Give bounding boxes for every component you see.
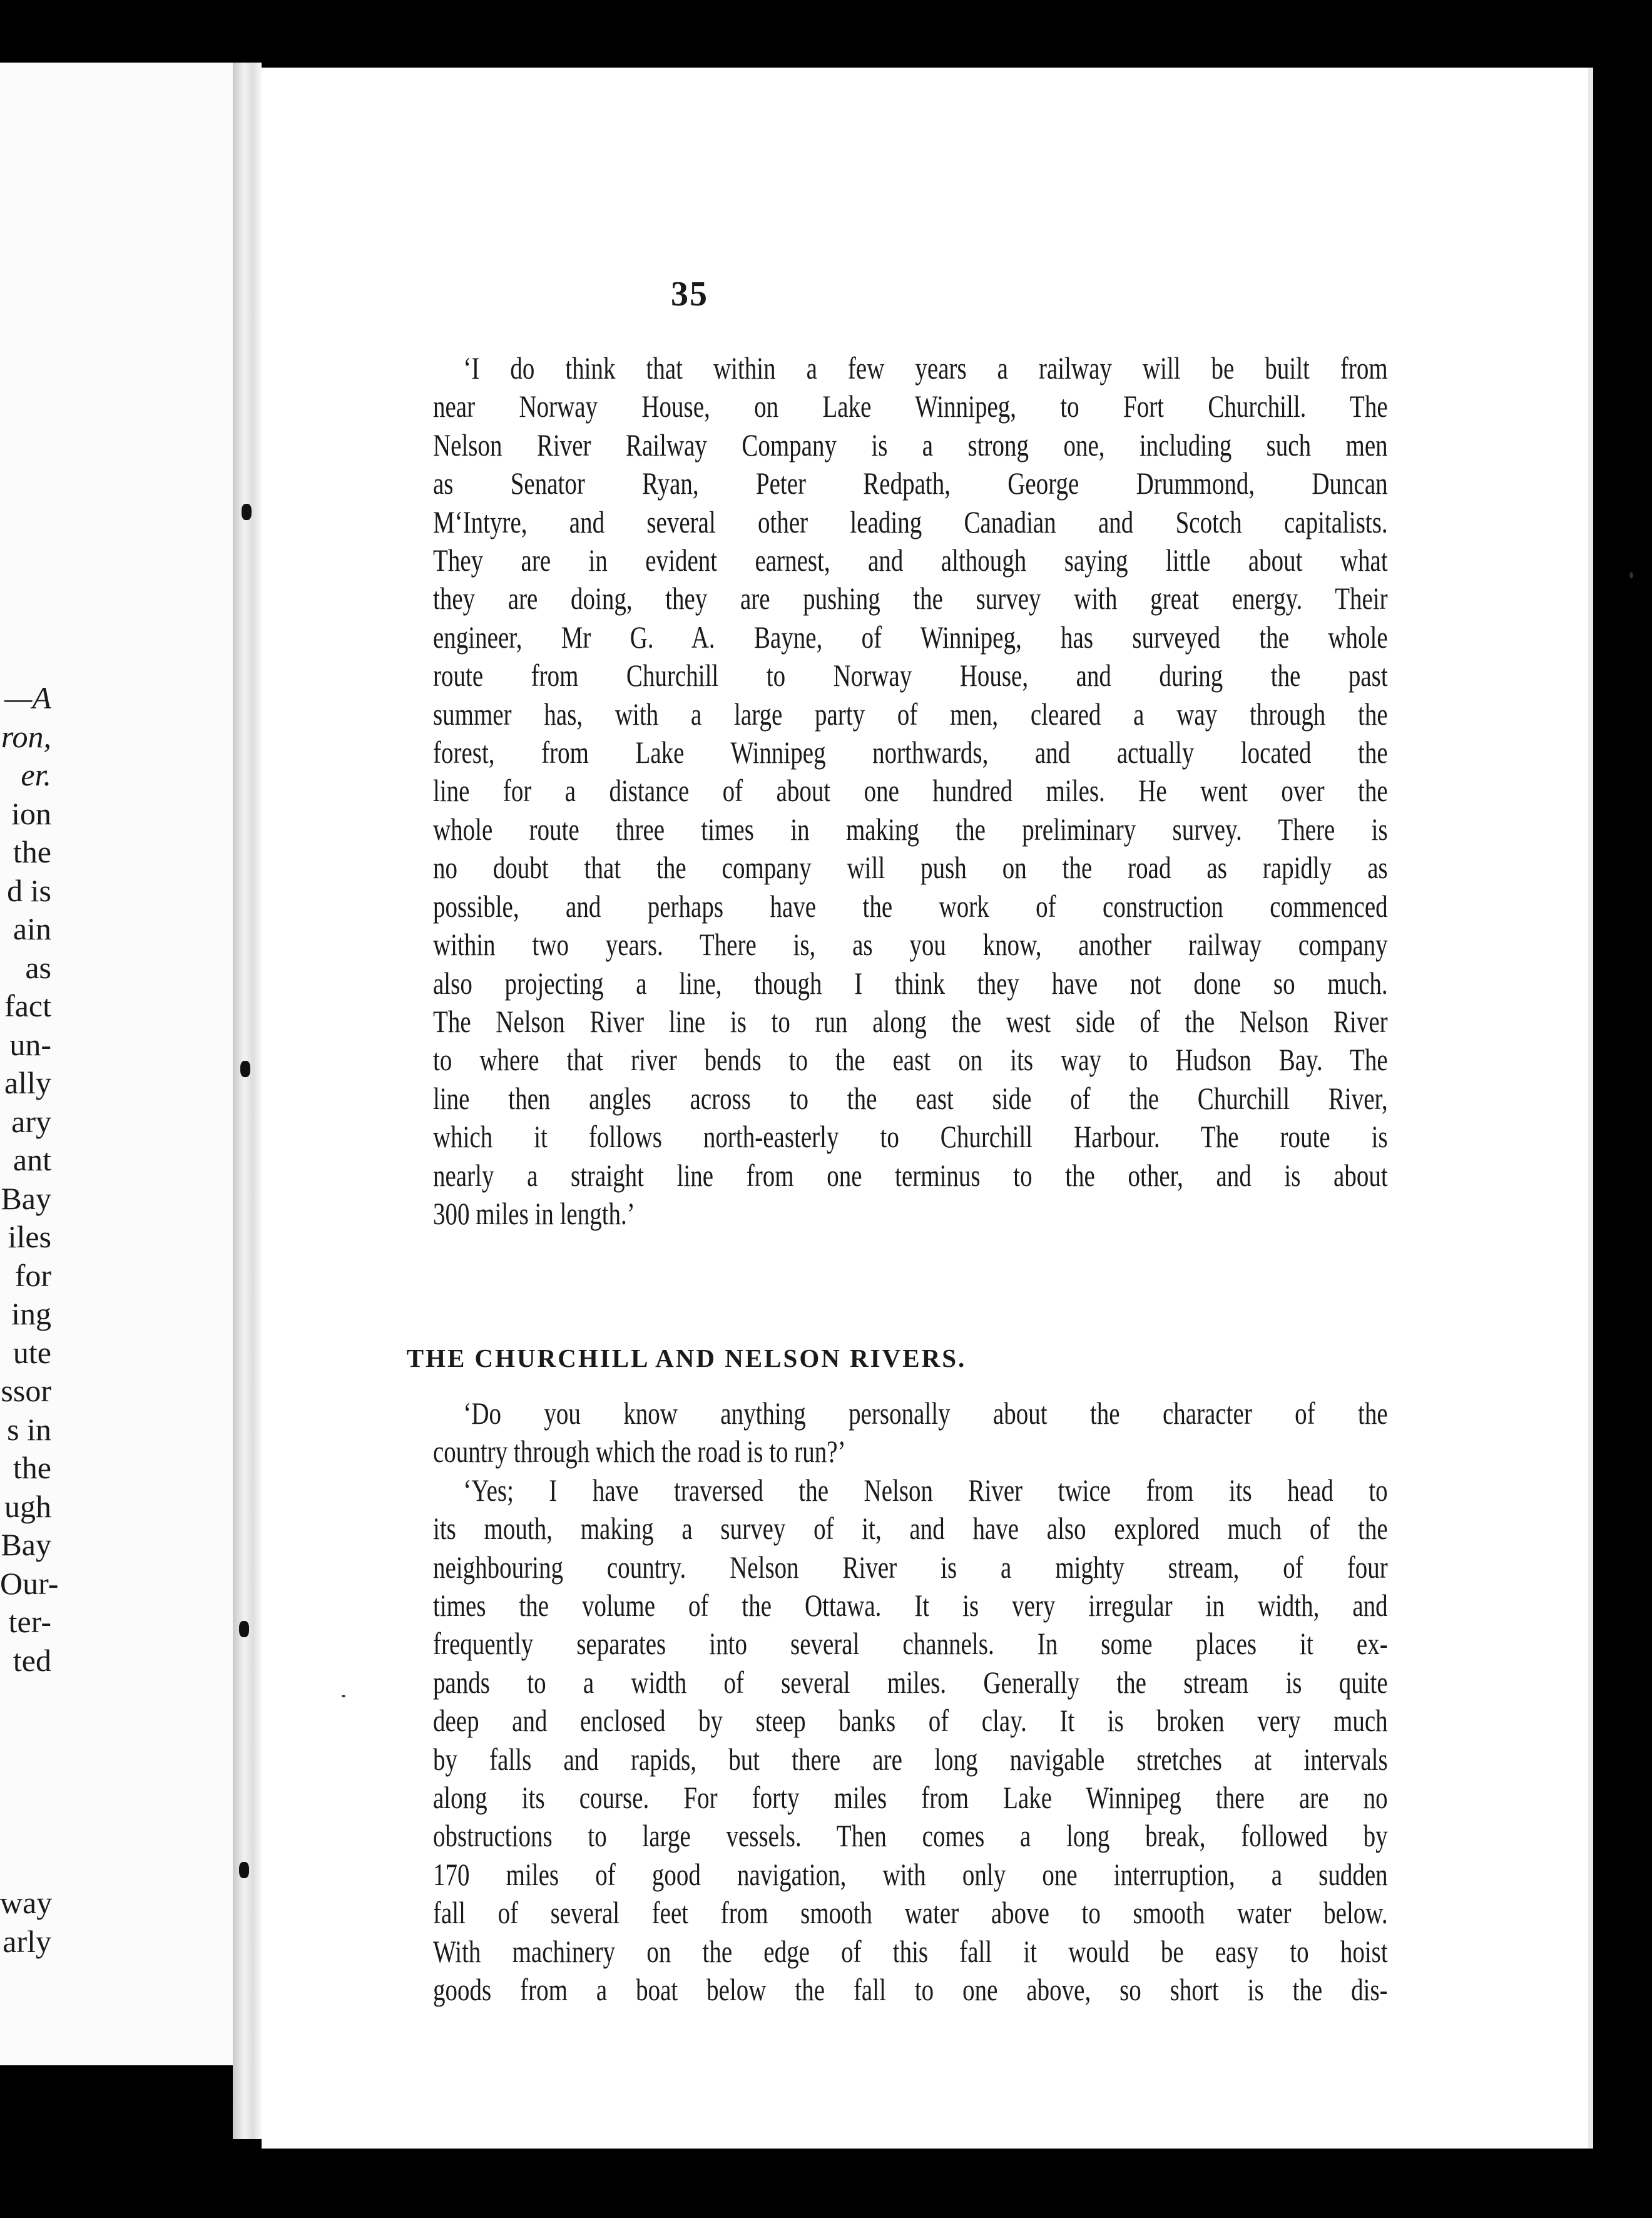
stitch-mark <box>240 1061 250 1077</box>
left-fragment: for <box>14 1257 51 1293</box>
text-line: goods from a boat below the fall to one above, so short is the dis- <box>433 1972 1388 2008</box>
left-fragment: Bay <box>1 1527 51 1562</box>
left-fragment: d is <box>7 872 51 908</box>
text-line: Nelson River Railway Company is a strong one, including such men <box>433 427 1388 463</box>
text-line: With machinery on the edge of this fall it would be easy to hoist <box>433 1933 1388 1969</box>
paragraph <box>433 1471 1388 2010</box>
left-fragment: ter- <box>8 1604 51 1639</box>
text-line: route from Churchill to Norway House, and during the past <box>433 658 1388 693</box>
text-line: fall of several feet from smooth water above to smooth water below. <box>433 1895 1388 1931</box>
left-fragment: ron, <box>1 718 51 754</box>
stitch-mark <box>239 1862 249 1878</box>
left-facing-page <box>0 63 233 2065</box>
text-line: possible, and perhaps have the work of construction commenced <box>433 888 1388 924</box>
text-line: forest, from Lake Winnipeg northwards, and actually located the <box>433 735 1388 770</box>
left-page-fragments <box>0 679 59 1680</box>
left-fragment: ally <box>4 1065 51 1100</box>
left-fragment: ute <box>13 1334 51 1370</box>
left-fragment: s in <box>7 1411 51 1447</box>
text-line: whole route three times in making the preliminary survey. There is <box>433 811 1388 847</box>
text-line: deep and enclosed by steep banks of clay. It is broken very much <box>433 1703 1388 1739</box>
text-line: they are doing, they are pushing the survey with great energy. Their <box>433 581 1388 616</box>
text-line: along its course. For forty miles from Lake Winnipeg there are no <box>433 1780 1388 1816</box>
text-line: 300 miles in length.’ <box>433 1195 635 1231</box>
left-fragment: un- <box>9 1026 51 1062</box>
text-line: summer has, with a large party of men, cleared a way through the <box>433 696 1388 732</box>
book-page <box>262 68 1593 2149</box>
text-line: pands to a width of several miles. Generally the stream is quite <box>433 1664 1388 1700</box>
left-fragment: way <box>0 1885 53 1920</box>
left-fragment: ing <box>11 1296 51 1331</box>
text-line: to where that river bends to the east on its way to Hudson Bay. The <box>433 1042 1388 1078</box>
stitch-mark <box>239 1621 249 1637</box>
text-line: ‘Do you know anything personally about the character of the <box>463 1396 1388 1431</box>
text-line: ‘Yes; I have traversed the Nelson River twice from its head to <box>463 1472 1388 1508</box>
text-line: by falls and rapids, but there are long navigable stretches at intervals <box>433 1741 1388 1777</box>
text-line: M‘Intyre, and several other leading Canadian and Scotch capitalists. <box>433 504 1388 539</box>
text-line: times the volume of the Ottawa. It is very irregular in width, and <box>433 1588 1388 1623</box>
section-heading: THE CHURCHILL AND NELSON RIVERS. <box>406 1344 967 1372</box>
left-fragment: ted <box>13 1642 51 1678</box>
text-line: its mouth, making a survey of it, and have also explored much of the <box>433 1511 1388 1546</box>
left-fragment: as <box>25 949 51 985</box>
text-line: country through which the road is to run?’ <box>433 1434 846 1469</box>
left-fragment: the <box>13 1450 51 1485</box>
text-line: no doubt that the company will push on the road as rapidly as <box>433 850 1388 886</box>
left-fragment: —A <box>4 680 51 715</box>
left-fragment: fact <box>4 988 51 1023</box>
text-line: nearly a straight line from one terminus to the other, and is about <box>433 1157 1388 1193</box>
left-fragment: ion <box>11 795 51 831</box>
paper-speck <box>1629 572 1633 578</box>
body-text-upper <box>433 349 1388 1233</box>
text-line: engineer, Mr G. A. Bayne, of Winnipeg, has surveyed the whole <box>433 619 1388 655</box>
paragraph <box>433 349 1388 1233</box>
text-line: near Norway House, on Lake Winnipeg, to Fort Churchill. The <box>433 389 1388 424</box>
text-line: which it follows north-easterly to Churchill Harbour. The route is <box>433 1119 1388 1155</box>
text-line: They are in evident earnest, and although saying little about what <box>433 543 1388 578</box>
stitch-mark <box>242 504 252 520</box>
text-line: ‘I do think that within a few years a railway will be built from <box>463 350 1388 386</box>
text-line: also projecting a line, though I think they have not done so much. <box>433 965 1388 1001</box>
left-fragment: ant <box>13 1142 51 1177</box>
left-fragment: arly <box>3 1923 51 1959</box>
book-gutter <box>233 63 262 2139</box>
text-line: as Senator Ryan, Peter Redpath, George Drummond, Duncan <box>433 466 1388 501</box>
body-text-lower <box>433 1394 1388 2010</box>
paragraph <box>433 1394 1388 1471</box>
left-page-fragments-bottom <box>0 1884 51 1961</box>
paper-speck <box>342 1695 345 1697</box>
text-line: frequently separates into several channels. In some places it ex- <box>433 1626 1388 1662</box>
text-line: line for a distance of about one hundred miles. He went over the <box>433 773 1388 809</box>
left-fragment: Bay <box>1 1180 51 1216</box>
left-fragment: the <box>13 834 51 869</box>
page-number: 35 <box>671 275 708 314</box>
text-line: neighbouring country. Nelson River is a mighty stream, of four <box>433 1549 1388 1585</box>
left-fragment: iles <box>8 1219 51 1254</box>
text-line: 170 miles of good navigation, with only one interruption, a sudden <box>433 1856 1388 1892</box>
left-fragment: er. <box>21 757 51 792</box>
left-fragment: ugh <box>4 1488 51 1524</box>
text-line: obstructions to large vessels. Then comes a long break, followed by <box>433 1818 1388 1854</box>
text-line: The Nelson River line is to run along the west side of the Nelson River <box>433 1003 1388 1039</box>
text-line: within two years. There is, as you know, another railway company <box>433 927 1388 963</box>
left-fragment: ary <box>11 1103 51 1139</box>
text-line: line then angles across to the east side of the Churchill River, <box>433 1080 1388 1116</box>
left-fragment: ssor <box>1 1373 51 1408</box>
left-fragment: Our- <box>0 1565 59 1601</box>
left-fragment: ain <box>13 911 51 946</box>
